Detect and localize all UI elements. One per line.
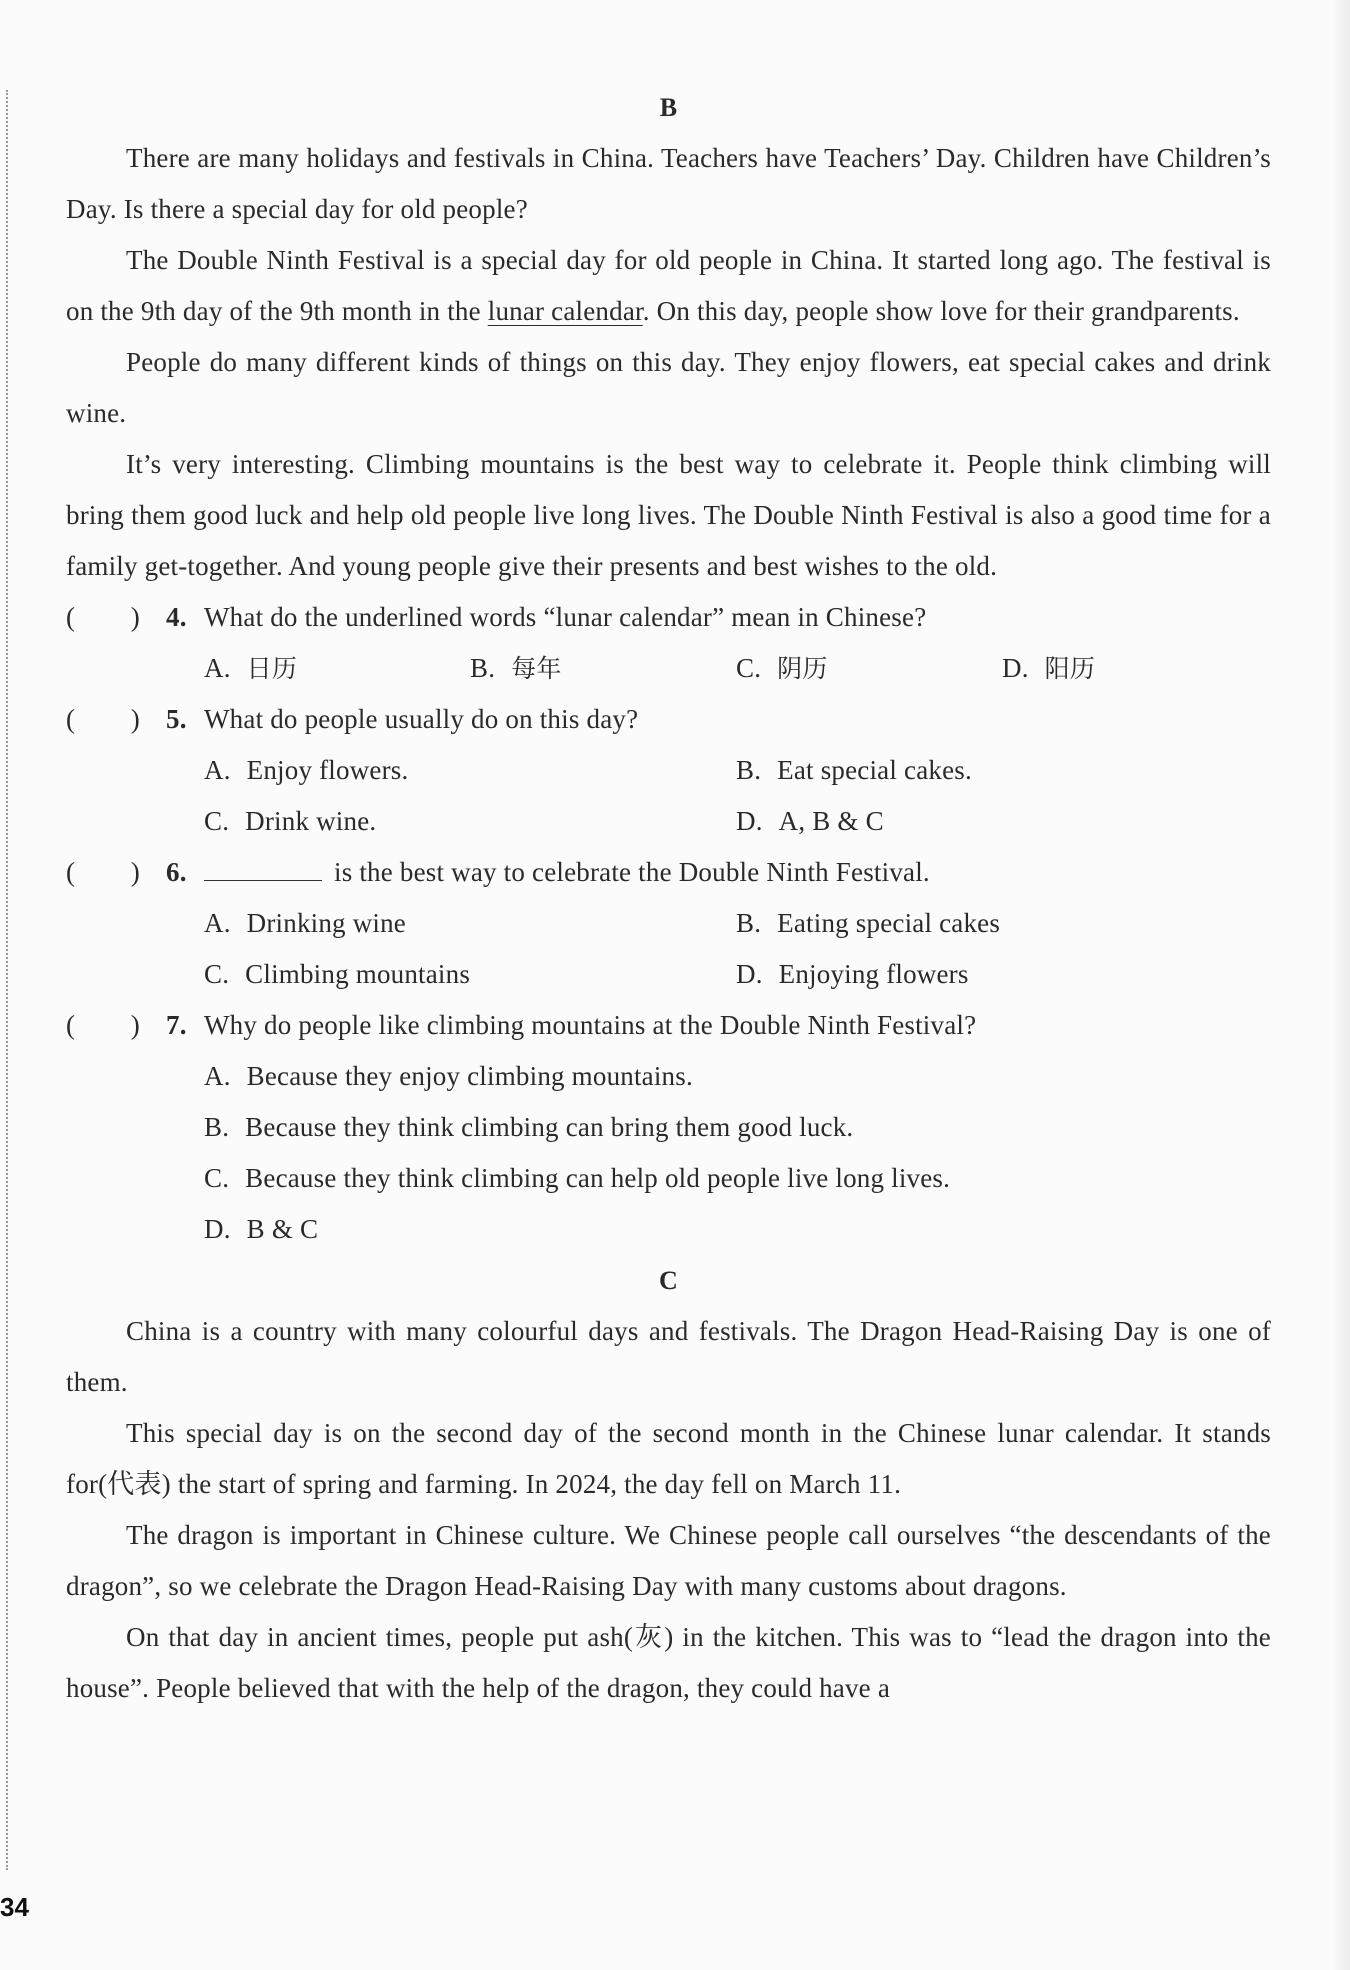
option-text: Drink wine. <box>245 806 377 836</box>
question-text: is the best way to celebrate the Double Ninth Festival. <box>334 857 930 887</box>
section-b-paragraph-4: It’s very interesting. Climbing mountains is the best way to celebrate it. People think climbing will bring them good luck and help old people live long lives. The Double Ninth Festival is also a good time for a family get-together. And young people give their presents and best wishes to the old. <box>66 449 1271 581</box>
option-d[interactable] <box>204 1204 1271 1255</box>
option-text: Because they enjoy climbing mountains. <box>246 1061 693 1091</box>
binding-margin-line <box>6 90 8 1870</box>
question-5-options-row-1 <box>204 745 1271 796</box>
option-text: Eat special cakes. <box>777 755 972 785</box>
option-letter: C. <box>204 806 230 836</box>
question-text: What do the underlined words “lunar calendar” mean in Chinese? <box>204 602 927 632</box>
option-letter: B. <box>204 1112 230 1142</box>
answer-bracket[interactable]: ( ) <box>66 857 140 887</box>
option-b[interactable] <box>736 745 1268 796</box>
option-b[interactable] <box>204 1102 1271 1153</box>
option-b[interactable] <box>736 898 1268 949</box>
option-letter: A. <box>204 1061 231 1091</box>
option-text: Eating special cakes <box>777 908 1001 938</box>
option-letter: A. <box>204 653 231 683</box>
answer-bracket[interactable]: ( ) <box>66 1010 140 1040</box>
section-c-paragraph-2: This special day is on the second day of the second month in the Chinese lunar calendar. It stands for(代表) the start of spring and farming. In 2024, the day fell on March 11. <box>66 1418 1271 1499</box>
option-letter: C. <box>204 959 230 989</box>
question-text: Why do people like climbing mountains at the Double Ninth Festival? <box>204 1010 977 1040</box>
option-text: Climbing mountains <box>245 959 471 989</box>
section-b-paragraph-1: There are many holidays and festivals in China. Teachers have Teachers’ Day. Children have Children’s Day. Is there a special day for old people? <box>66 143 1271 224</box>
option-letter: D. <box>1002 653 1029 683</box>
option-d[interactable] <box>736 949 1268 1000</box>
section-b-heading: B <box>659 93 678 122</box>
option-b[interactable] <box>470 643 736 694</box>
answer-bracket[interactable]: ( ) <box>66 704 140 734</box>
option-text: 每年 <box>511 654 562 683</box>
option-text: Enjoying flowers <box>778 959 969 989</box>
question-text-container <box>204 847 1271 898</box>
question-6 <box>66 847 1271 898</box>
section-b-paragraph-3: People do many different kinds of things on this day. They enjoy flowers, eat special cakes and drink wine. <box>66 347 1271 428</box>
option-text: 阳历 <box>1044 654 1096 683</box>
underlined-words: lunar calendar <box>487 296 643 326</box>
question-number: 6. <box>166 857 187 887</box>
option-letter: B. <box>736 908 762 938</box>
question-6-options-row-2 <box>204 949 1271 1000</box>
section-c-heading: C <box>659 1266 678 1295</box>
question-number: 4. <box>166 602 187 632</box>
option-text: B & C <box>246 1214 319 1244</box>
section-b-paragraph-2 <box>66 235 1271 337</box>
option-text: Drinking wine <box>246 908 406 938</box>
section-c-paragraph-4: On that day in ancient times, people put ash(灰) in the kitchen. This was to “lead the dragon into the house”. People believed that with the help of the dragon, they could have a <box>66 1622 1271 1703</box>
option-letter: C. <box>736 653 762 683</box>
page-content <box>66 82 1271 1714</box>
option-text: Enjoy flowers. <box>246 755 409 785</box>
question-4 <box>66 592 1271 643</box>
option-letter: D. <box>736 959 763 989</box>
option-a[interactable] <box>204 745 736 796</box>
section-c-paragraph-1: China is a country with many colourful days and festivals. The Dragon Head-Raising Day is one of them. <box>66 1316 1271 1397</box>
question-5-options-row-2 <box>204 796 1271 847</box>
question-6-options-row-1 <box>204 898 1271 949</box>
option-letter: C. <box>204 1163 230 1193</box>
section-c-paragraph-3: The dragon is important in Chinese culture. We Chinese people call ourselves “the descendants of the dragon”, so we celebrate the Dragon Head-Raising Day with many customs about dragons. <box>66 1520 1271 1601</box>
option-c[interactable] <box>204 949 736 1000</box>
option-letter: B. <box>470 653 496 683</box>
option-text: 阴历 <box>777 654 828 683</box>
option-text: Because they think climbing can bring them good luck. <box>245 1112 854 1142</box>
option-a[interactable] <box>204 1051 1271 1102</box>
paragraph-text: . On this day, people show love for their grandparents. <box>642 296 1240 326</box>
question-5 <box>66 694 1271 745</box>
question-4-options <box>204 643 1271 694</box>
page-number: 34 <box>0 1892 29 1922</box>
option-a[interactable] <box>204 643 470 694</box>
option-c[interactable] <box>204 1153 1271 1204</box>
option-c[interactable] <box>204 796 736 847</box>
option-text: 日历 <box>246 654 298 683</box>
question-text: What do people usually do on this day? <box>204 704 639 734</box>
option-letter: A. <box>204 908 231 938</box>
question-7 <box>66 1000 1271 1051</box>
question-number: 7. <box>166 1010 187 1040</box>
answer-bracket[interactable]: ( ) <box>66 602 140 632</box>
option-letter: A. <box>204 755 231 785</box>
option-c[interactable] <box>736 643 1002 694</box>
option-a[interactable] <box>204 898 736 949</box>
option-text: A, B & C <box>778 806 884 836</box>
option-text: Because they think climbing can help old people live long lives. <box>245 1163 951 1193</box>
option-letter: D. <box>736 806 763 836</box>
option-letter: D. <box>204 1214 231 1244</box>
question-number: 5. <box>166 704 187 734</box>
option-d[interactable] <box>1002 643 1268 694</box>
option-d[interactable] <box>736 796 1268 847</box>
page-edge-shadow <box>1332 0 1350 1970</box>
option-letter: B. <box>736 755 762 785</box>
fill-in-blank[interactable] <box>204 852 322 881</box>
paragraph-text: The Double Ninth Festival is a special day for old people in China. It started long ago. The festival is on the 9th day of the 9th month in the <box>66 245 1271 326</box>
